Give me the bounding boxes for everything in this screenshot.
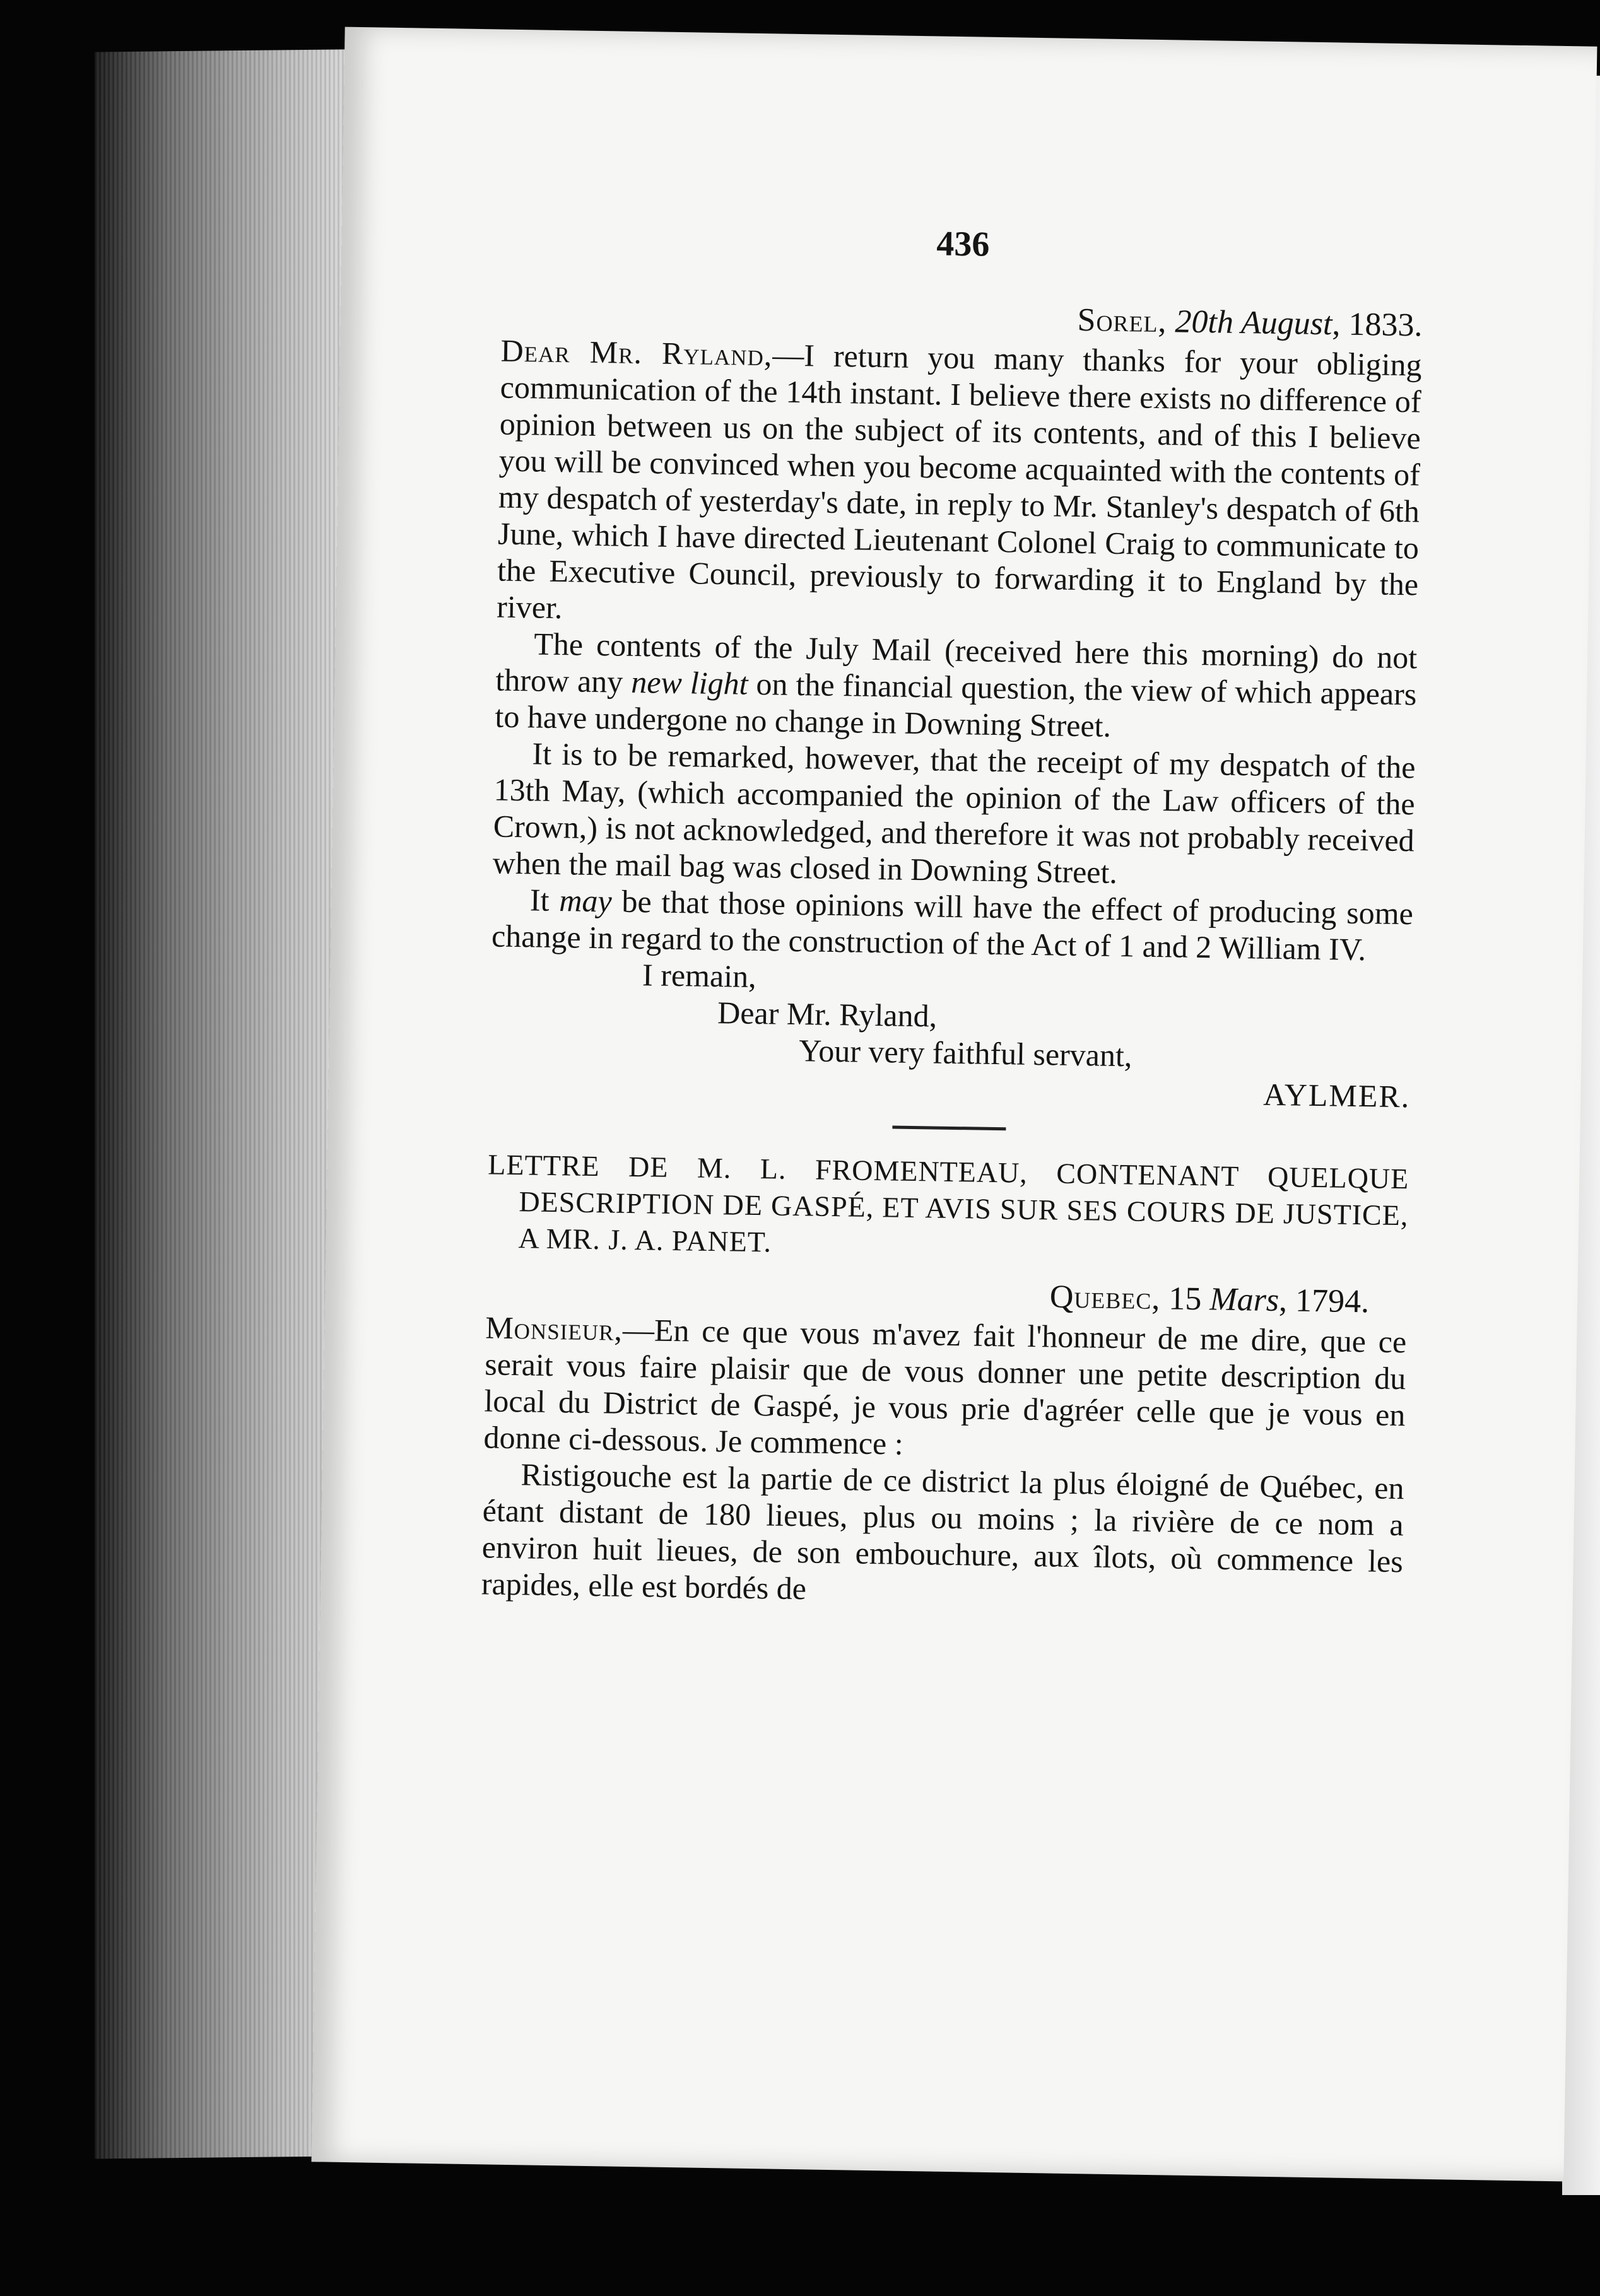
letter2-paragraph-1 xyxy=(483,1309,1406,1470)
letter2-place: Quebec, xyxy=(1049,1279,1161,1317)
letter1-paragraph-1-text: —I return you many thanks for your obliging communication of the 14th instant. I believe there exists no difference of opinion between us on the subject of its contents, and of this I believe you will be convinced when you become acquainted with the contents of my despatch of yesterday's date, in reply to Mr. Stanley's despatch of 6th June, which I have directed Lieutenant Colonel Craig to communicate to the Executive Council, previously to forwarding it to England by the river. xyxy=(496,337,1422,626)
letter1-place: Sorel, xyxy=(1077,302,1168,340)
page-content xyxy=(481,219,1424,1617)
letter1-signature: AYLMER. xyxy=(1262,1076,1411,1115)
letter2-month: Mars xyxy=(1209,1281,1279,1319)
letter1-paragraph-2-italic: new light xyxy=(630,664,748,701)
letter1-year: , 1833. xyxy=(1332,306,1423,344)
letter1-salutation: Dear Mr. Ryland, xyxy=(500,332,773,373)
letter1-paragraph-1 xyxy=(497,332,1422,640)
letter2-paragraph-1-text: —En ce que vous m'avez fait l'honneur de me dire, que ce serait vous faire plaisir que de vous donner une petite description du local du District de Gaspé, je vous prie d'agréer celle que je vous en donne ci-dessous. Je commence : xyxy=(483,1311,1407,1461)
letter1-paragraph-2-a: The contents of the July Mail (received here this morning) do not throw any xyxy=(495,626,1418,700)
letter1-paragraph-4-italic: may xyxy=(558,882,613,919)
letter1-paragraph-4-b: be that those opinions will have the effect of producing some change in regard to the construction of the Act of 1 and 2 William IV. xyxy=(491,883,1414,968)
letter1-date: 20th August xyxy=(1175,303,1332,343)
letter1-closing-2: Dear Mr. Ryland, xyxy=(717,995,938,1034)
letter1-paragraph-2-b: on the financial question, the view of which appears to have undergone no change in Downing Street. xyxy=(495,665,1417,744)
letter1-paragraph-4 xyxy=(491,881,1414,968)
letter2-year: , 1794. xyxy=(1278,1282,1370,1320)
letter1-paragraph-2 xyxy=(495,625,1418,749)
letter2-paragraph-2: Ristigouche est la partie de ce district la plus éloigné de Québec, en étant distant de 180 lieues, plus ou moins ; la rivière de ce nom a environ huit lieues, de son embouchure, aux îlots, où commence les rapides, elle est bordés de xyxy=(481,1456,1404,1607)
letter2-heading: LETTRE DE M. L. FROMENTEAU, CONTENANT QUELQUE DESCRIPTION DE GASPÉ, ET AVIS SUR SES COURS DE JUSTICE, A MR. J. A. PANET. xyxy=(488,1148,1409,1258)
page-number: 436 xyxy=(936,224,990,264)
letter1-closing-1: I remain, xyxy=(642,957,757,995)
letter1-closing-3: Your very faithful servant, xyxy=(798,1033,1132,1074)
letter1-paragraph-4-a: It xyxy=(529,882,560,918)
section-divider xyxy=(892,1125,1006,1130)
letter2-day: 15 xyxy=(1160,1280,1210,1318)
book-page xyxy=(312,27,1597,2182)
letter1-paragraph-3: It is to be remarked, however, that the receipt of my despatch of the 13th May, (which accompanied the opinion of the Law officers of the Crown,) is not acknowledged, and therefore it was not probably received when the mail bag was closed in Downing Street. xyxy=(492,735,1416,891)
letter2-salutation: Monsieur, xyxy=(485,1309,623,1347)
